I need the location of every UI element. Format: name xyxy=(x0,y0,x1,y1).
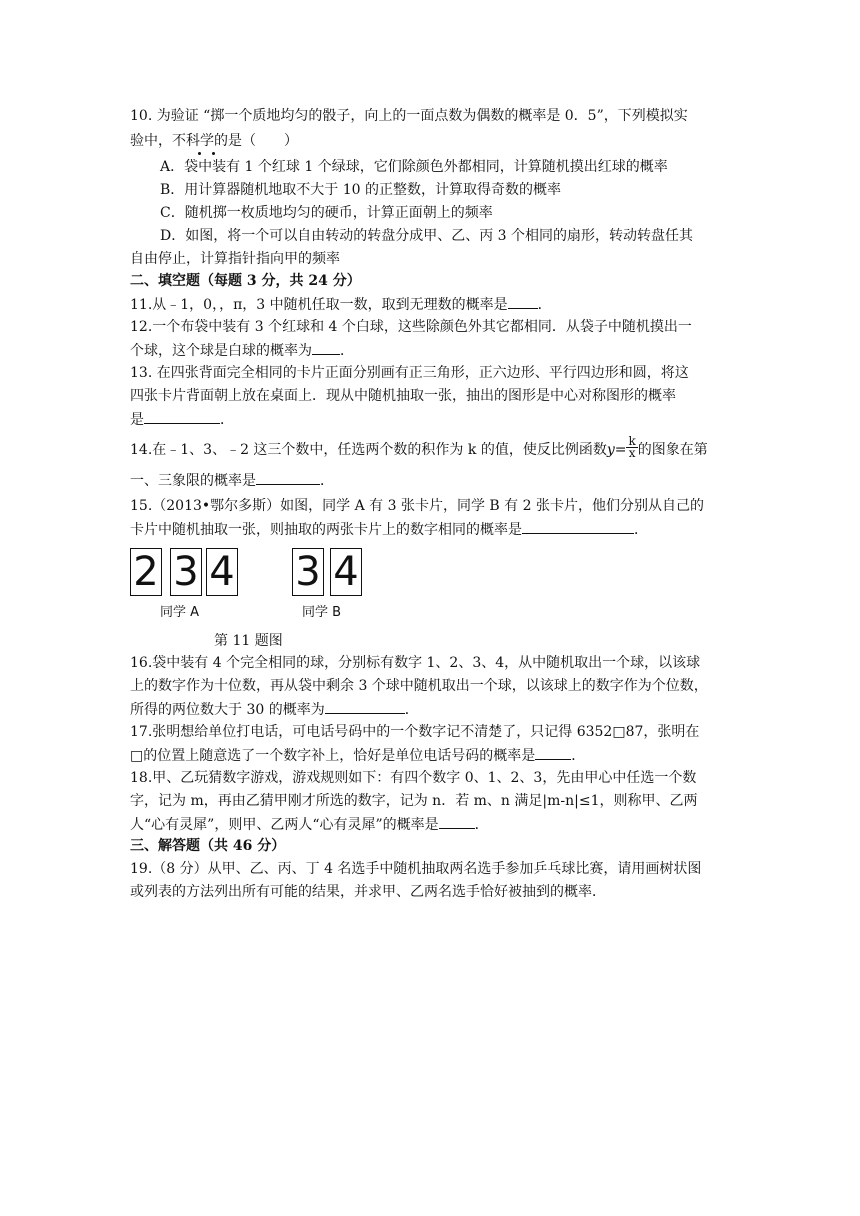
q13-line2: 四张卡片背面朝上放在桌面上．现从中随机抽取一张，抽出的图形是中心对称图形的概率 xyxy=(130,388,676,404)
answer-blank xyxy=(508,294,538,309)
card-a-1: 2 xyxy=(130,548,162,596)
card-a-2: 3 xyxy=(170,548,202,596)
emphasis-dot xyxy=(212,152,215,155)
answer-blank xyxy=(325,699,405,714)
q18-line2: 字，记为 m，再由乙猜甲刚才所选的数字，记为 n．若 m、n 满足|m-n|≤1，则称甲、乙两 xyxy=(130,793,698,809)
label-student-b: 同学 B xyxy=(302,605,342,620)
q19-line1: 19.（8 分）从甲、乙、丙、丁 4 名选手中随机抽取两名选手参加乒乓球比赛，请用画树状图 xyxy=(130,861,702,877)
answer-blank xyxy=(439,814,475,829)
q16-line2: 上的数字作为十位数，再从袋中剩余 3 个球中随机取出一个球，以该球上的数字作为个位数， xyxy=(130,678,708,694)
section-heading-fill-in: 二、填空题（每题 3 分，共 24 分） xyxy=(130,273,361,289)
answer-blank xyxy=(144,409,220,424)
q12-line2: 个球，这个球是白球的概率为 ． xyxy=(130,340,354,360)
q16-line1: 16.袋中装有 4 个完全相同的球，分别标有数字 1、2、3、4，从中随机取出一个球，以该球 xyxy=(130,655,701,671)
q15-line1: 15.（2013•鄂尔多斯）如图，同学 A 有 3 张卡片，同学 B 有 2 张卡片，他们分别从自己的 xyxy=(130,498,704,514)
q10-line1: 10. 为验证 “掷一个质地均匀的骰子，向上的一面点数为偶数的概率是 0．5”，下列模拟实 xyxy=(130,108,688,124)
answer-blank xyxy=(312,340,340,355)
q13-line1: 13. 在四张背面完全相同的卡片正面分别画有正三角形，正六边形、平行四边形和圆，将这 xyxy=(130,365,689,381)
q17-line1: 17.张明想给单位打电话，可电话号码中的一个数字记不清楚了，只记得 6352□87，张明在 xyxy=(130,724,700,740)
q13-line3: 是 ． xyxy=(130,409,234,429)
q10-option-a: A．袋中装有 1 个红球 1 个绿球，它们除颜色外都相同，计算随机摸出红球的概率 xyxy=(160,159,668,175)
q10-option-d-line2: 自由停止，计算指针指向甲的频率 xyxy=(130,251,340,267)
emphasis-dot xyxy=(198,152,201,155)
q10-option-c: C．随机掷一枚质地均匀的硬币，计算正面朝上的频率 xyxy=(160,205,493,221)
q18-line3: 人“心有灵犀”，则甲、乙两人“心有灵犀”的概率是 ． xyxy=(130,814,489,834)
q10-option-b: B．用计算器随机地取不大于 10 的正整数，计算取得奇数的概率 xyxy=(160,182,562,198)
q12-line1: 12.一个布袋中装有 3 个红球和 4 个白球，这些除颜色外其它都相同．从袋子中随机摸出一 xyxy=(130,319,692,335)
answer-blank xyxy=(522,519,634,534)
q19-line2: 或列表的方法列出所有可能的结果，并求甲、乙两名选手恰好被抽到的概率． xyxy=(130,884,606,900)
label-student-a: 同学 A xyxy=(160,605,200,620)
card-b-2: 4 xyxy=(330,548,362,596)
q14-line1: 14.在﹣1、3、﹣2 这三个数中，任选两个数的积作为 k 的值，使反比例函数y= $\frac{k}{x}$ 的图象在第 xyxy=(130,433,708,460)
card-b-1: 3 xyxy=(292,548,324,596)
fraction-k-over-x: $\frac{k}{x}$ xyxy=(628,433,636,460)
q18-line1: 18.甲、乙玩猜数字游戏，游戏规则如下：有四个数字 0、1、2、3，先由甲心中任选一个数 xyxy=(130,770,697,786)
q11: 11.从﹣1，0，，π，3 中随机任取一数，取到无理数的概率是 ． xyxy=(130,294,552,314)
q16-line3: 所得的两位数大于 30 的概率为 ． xyxy=(130,699,419,719)
section-heading-answer: 三、解答题（共 46 分） xyxy=(130,838,286,854)
figure-caption: 第 11 题图 xyxy=(214,633,283,649)
q10-option-d-line1: D．如图，将一个可以自由转动的转盘分成甲、乙、丙 3 个相同的扇形，转动转盘任其 xyxy=(160,228,694,244)
q17-line2: □的位置上随意选了一个数字补上，恰好是单位电话号码的概率是 ． xyxy=(130,745,585,765)
q10-line2: 验中，不科学的是（ ） xyxy=(130,133,298,149)
q15-line2: 卡片中随机抽取一张，则抽取的两张卡片上的数字相同的概率是 ． xyxy=(130,519,648,539)
answer-blank xyxy=(535,745,571,760)
function-lhs: y= xyxy=(606,442,627,458)
q14-line2: 一、三象限的概率是 ． xyxy=(130,470,334,490)
card-a-3: 4 xyxy=(206,548,238,596)
answer-blank xyxy=(256,470,320,485)
